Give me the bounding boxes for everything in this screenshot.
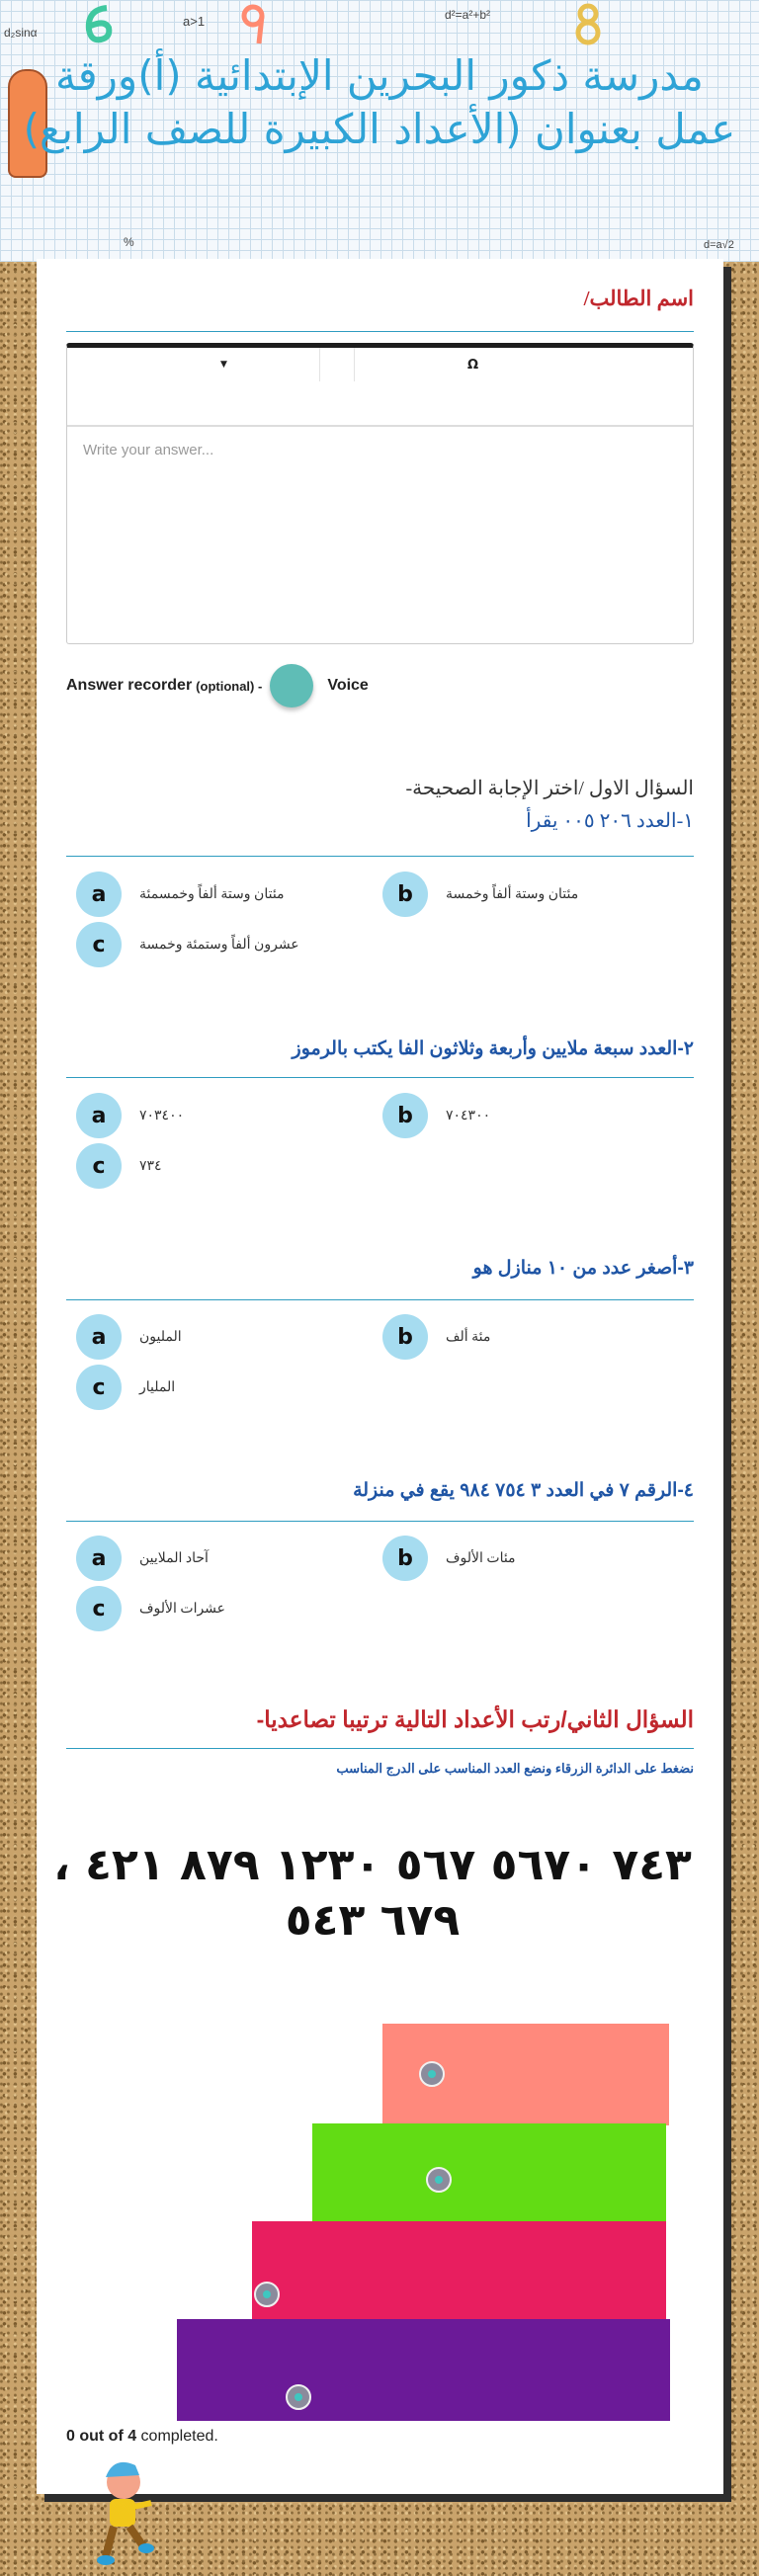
number-nine-doodle [237, 2, 271, 45]
divider [66, 331, 694, 332]
numbers-to-order: ٧٤٣ ٥٦٧٠ ٥٦٧ ١٢٣٠ ٨٧٩ ٤٢١ ، ٦٧٩ ٥٤٣ [53, 1840, 692, 1946]
option-c[interactable] [76, 922, 299, 967]
dropdown-caret-icon[interactable]: ▼ [220, 360, 227, 370]
option-letter: b [382, 1093, 428, 1138]
header-banner [0, 0, 759, 262]
option-a[interactable] [76, 1093, 184, 1138]
progress-suffix: completed. [136, 2428, 218, 2445]
recorder-label: Answer recorder [66, 677, 193, 694]
option-letter: b [382, 1314, 428, 1360]
special-character-button[interactable]: Ω [467, 358, 479, 373]
option-a[interactable] [76, 1536, 209, 1581]
stair-step-4[interactable] [382, 2024, 669, 2125]
question-title: ٤-الرقم ٧ في العدد ٣ ٧٥٤ ٩٨٤ يقع في منزلة [353, 1480, 694, 1501]
divider [66, 1748, 694, 1749]
option-letter: a [76, 872, 122, 917]
option-text: ٧٣٤ [139, 1158, 162, 1174]
progress-status [66, 2428, 218, 2446]
option-text: ٧٠٣٤٠٠ [139, 1108, 185, 1123]
divider [66, 856, 694, 857]
number-six-doodle [79, 2, 119, 45]
option-text: مئة ألف [446, 1329, 491, 1345]
option-c[interactable] [76, 1586, 225, 1631]
option-text: عشرات الألوف [139, 1601, 226, 1617]
drop-target-dot[interactable] [286, 2384, 311, 2410]
option-a[interactable] [76, 872, 285, 917]
option-text: المليون [139, 1329, 182, 1345]
stair-step-2[interactable] [252, 2221, 666, 2323]
stair-step-3[interactable] [312, 2123, 666, 2224]
option-letter: c [76, 1586, 122, 1631]
option-a[interactable] [76, 1314, 182, 1360]
record-voice-button[interactable] [270, 664, 313, 707]
option-letter: a [76, 1536, 122, 1581]
student-name-label: اسم الطالب/ [583, 287, 694, 310]
question1-section-title: السؤال الاول /اختر الإجابة الصحيحة- [405, 778, 694, 799]
option-text: آحاد الملايين [139, 1550, 209, 1566]
option-text: مئات الألوف [446, 1550, 516, 1566]
option-letter: b [382, 872, 428, 917]
voice-label: Voice [327, 677, 369, 694]
answer-editor[interactable] [66, 343, 694, 644]
option-b[interactable] [382, 872, 578, 917]
drop-target-dot[interactable] [254, 2282, 280, 2307]
question-title: ٢-العدد سبعة ملايين وأربعة وثلاثون الفا يكتب بالرموز [292, 1039, 694, 1059]
toolbar-separator [354, 348, 355, 381]
divider [66, 1077, 694, 1078]
option-b[interactable] [382, 1314, 490, 1360]
divider [66, 1521, 694, 1522]
option-text: مئتان وستة ألفاً وخمسمئة [139, 886, 285, 902]
number-eight-doodle [573, 2, 603, 45]
question-title: ١-العدد ٢٠٦ ٠٠٥ يقرأ [526, 810, 694, 832]
recorder-optional: (optional) - [196, 678, 263, 694]
option-letter: c [76, 922, 122, 967]
math-doodle: a>1 [183, 14, 206, 29]
page-title: مدرسة ذكور البحرين الإبتدائية (أ)ورقة عمل بعنوان (الأعداد الكبيرة للصف الرابع) [23, 51, 736, 153]
question2-instruction: نضغط على الدائرة الزرقاء ونضع العدد المناسب على الدرج المناسب [336, 1761, 694, 1776]
drop-target-dot[interactable] [426, 2167, 452, 2193]
editor-toolbar [67, 348, 693, 427]
option-c[interactable] [76, 1365, 175, 1410]
divider [66, 1299, 694, 1300]
option-b[interactable] [382, 1536, 516, 1581]
toolbar-separator [319, 348, 320, 381]
option-text: المليار [139, 1379, 176, 1395]
option-letter: a [76, 1314, 122, 1360]
question2-title: السؤال الثاني/رتب الأعداد التالية ترتيبا تصاعديا- [256, 1706, 694, 1732]
math-doodle: d²=a²+b² [445, 8, 491, 22]
option-letter: b [382, 1536, 428, 1581]
option-text: عشرون ألفاً وستمئة وخمسة [139, 937, 299, 953]
stair-step-1[interactable] [177, 2319, 670, 2421]
option-letter: c [76, 1365, 122, 1410]
answer-recorder [66, 664, 369, 707]
math-doodle: % [124, 235, 134, 249]
option-b[interactable] [382, 1093, 490, 1138]
math-doodle: d₂sinα [4, 26, 38, 40]
math-doodle: d=a√2 [704, 239, 734, 251]
option-letter: a [76, 1093, 122, 1138]
option-text: ٧٠٤٣٠٠ [446, 1108, 491, 1123]
drop-target-dot[interactable] [419, 2061, 445, 2087]
walking-boy-illustration [84, 2448, 163, 2576]
option-letter: c [76, 1143, 122, 1189]
option-c[interactable] [76, 1143, 162, 1189]
worksheet-card [37, 259, 723, 2494]
question-title: ٣-أصغر عدد من ١٠ منازل هو [472, 1258, 694, 1279]
progress-count: 0 out of 4 [66, 2428, 137, 2445]
answer-textarea[interactable]: Write your answer... [83, 442, 214, 458]
option-text: مئتان وستة ألفاً وخمسة [446, 886, 579, 902]
